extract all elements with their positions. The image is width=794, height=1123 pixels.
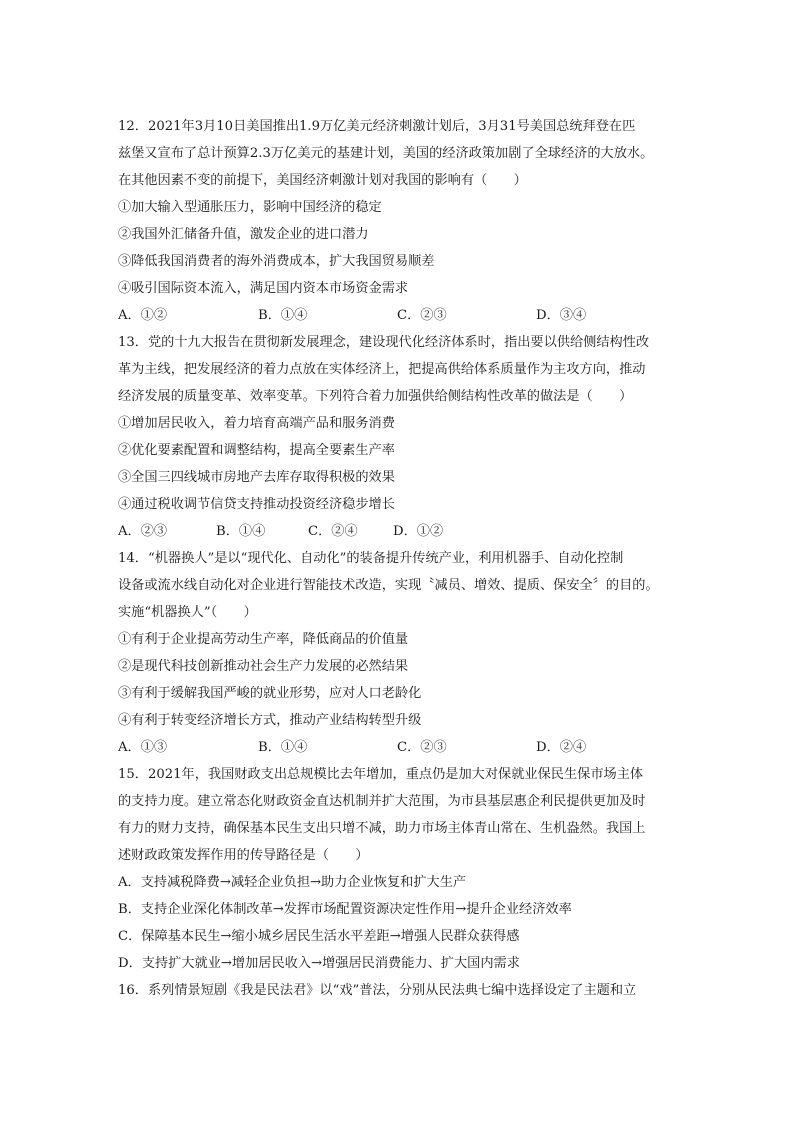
choice-row xyxy=(118,734,684,761)
statement-item: ④通过税收调节信贷支持推动投资经济稳步增长 xyxy=(118,497,395,512)
choice-row xyxy=(118,518,684,545)
question-text-line: 13．党的十九大报告在贯彻新发展理念，建设现代化经济体系时，指出要以供给侧结构性改 xyxy=(118,335,650,350)
statement-item: ②是现代科技创新推动社会生产力发展的必然结果 xyxy=(118,659,409,674)
statement-item: ③有利于缓解我国严峻的就业形势，应对人口老龄化 xyxy=(118,686,422,701)
choice-row xyxy=(118,302,684,329)
choice-b: B．①④ xyxy=(258,740,308,755)
choice-c: C．②④ xyxy=(308,524,358,539)
question-text-line: 兹堡又宣布了总计预算2.3万亿美元的基建计划，美国的经济政策加剧了全球经济的大放水。 xyxy=(118,146,654,161)
choice-c: C．②③ xyxy=(397,740,447,755)
question-text-line: 的支持力度。建立常态化财政资金直达机制并扩大范围，为市县基层惠企利民提供更加及时 xyxy=(118,794,646,809)
statement-item: ②我国外汇储备升值，激发企业的进口潜力 xyxy=(118,227,369,242)
statement-item: ①有利于企业提高劳动生产率，降低商品的价值量 xyxy=(118,632,409,647)
choice-d: D．③④ xyxy=(536,308,587,323)
choice-b: B．①④ xyxy=(216,524,266,539)
choice-d: D．①② xyxy=(393,524,444,539)
statement-item: ①增加居民收入，着力培育高端产品和服务消费 xyxy=(118,416,395,431)
statement-item: ③全国三四线城市房地产去库存取得积极的效果 xyxy=(118,470,395,485)
choice-a: A．①② xyxy=(118,308,168,323)
question-text-line: 在其他因素不变的前提下，美国经济刺激计划对我国的影响有（ ） xyxy=(118,173,527,188)
question-text-line: 16．系列情景短剧《我是民法君》以“戏”普法，分别从民法典七编中选择设定了主题和立 xyxy=(118,983,637,998)
choice-a: A．②③ xyxy=(118,524,168,539)
question-text-line: 15．2021年，我国财政支出总规模比去年增加，重点仍是加大对保就业保民生保市场主体 xyxy=(118,767,644,782)
choice-a: A．①③ xyxy=(118,740,168,755)
question-text-line: 经济发展的质量变革、效率变革。下列符合着力加强供给侧结构性改革的做法是（ ） xyxy=(118,389,633,404)
question-text-line: 12．2021年3月10日美国推出1.9万亿美元经济刺激计划后，3月31号美国总统拜登在匹 xyxy=(118,119,636,134)
choice-b: B．①④ xyxy=(258,308,308,323)
statement-item: ④有利于转变经济增长方式，推动产业结构转型升级 xyxy=(118,713,422,728)
question-text-line: 实施“机器换人”（ ） xyxy=(118,605,257,620)
question-text-line: 有力的财力支持，确保基本民生支出只增不减，助力市场主体青山常在、生机盎然。我国上 xyxy=(118,821,646,836)
question-text-line: 14．“机器换人”是以“现代化、自动化”的装备提升传统产业，利用机器手、自动化控制 xyxy=(118,551,624,566)
question-16 xyxy=(118,977,684,1004)
choice-option-d: D．支持扩大就业→增加居民收入→增强居民消费能力、扩大国内需求 xyxy=(118,956,520,971)
choice-option-a: A．支持减税降费→减轻企业负担→助力企业恢复和扩大生产 xyxy=(118,875,467,890)
question-15 xyxy=(118,761,684,977)
choice-c: C．②③ xyxy=(397,308,447,323)
statement-item: ①加大输入型通胀压力，影响中国经济的稳定 xyxy=(118,200,382,215)
question-text-line: 述财政政策发挥作用的传导路径是（ ） xyxy=(118,848,369,863)
question-13 xyxy=(118,329,684,545)
question-text-line: 设备或流水线自动化对企业进行智能技术改造，实现〝减员、增效、提质、保安全〞的目的。 xyxy=(118,578,659,593)
question-12 xyxy=(118,113,684,329)
choice-option-c: C．保障基本民生→缩小城乡居民生活水平差距→增强人民群众获得感 xyxy=(118,929,520,944)
statement-item: ③降低我国消费者的海外消费成本，扩大我国贸易顺差 xyxy=(118,254,435,269)
question-14 xyxy=(118,545,684,761)
statement-item: ②优化要素配置和调整结构，提高全要素生产率 xyxy=(118,443,395,458)
choice-option-b: B．支持企业深化体制改革→发挥市场配置资源决定性作用→提升企业经济效率 xyxy=(118,902,572,917)
question-list xyxy=(118,113,684,1004)
statement-item: ④吸引国际资本流入，满足国内资本市场资金需求 xyxy=(118,281,409,296)
question-text-line: 革为主线，把发展经济的着力点放在实体经济上，把提高供给体系质量作为主攻方向，推动 xyxy=(118,362,646,377)
choice-d: D．②④ xyxy=(536,740,587,755)
